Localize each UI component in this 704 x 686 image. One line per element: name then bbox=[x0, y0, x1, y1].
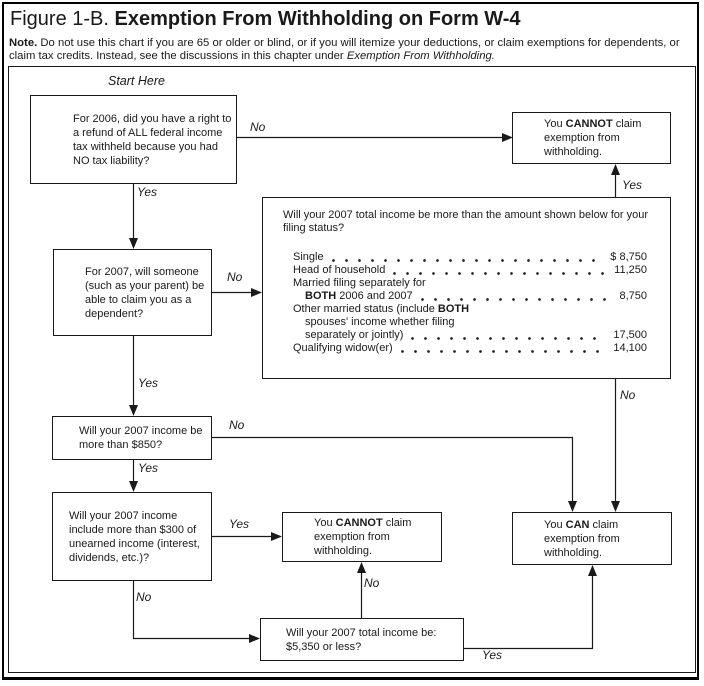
figure-note bbox=[9, 37, 697, 63]
figure-title bbox=[10, 8, 521, 31]
label-refund-no: No bbox=[250, 120, 266, 134]
income-table-row bbox=[293, 329, 647, 342]
node-over850-text: Will your 2007 income be more than $850? bbox=[79, 425, 203, 451]
income-table-row bbox=[293, 290, 647, 303]
label-refund-yes: Yes bbox=[137, 185, 158, 199]
label-total5350-no: No bbox=[364, 576, 380, 590]
filing-status-label: BOTH 2006 and 2007 bbox=[305, 290, 413, 302]
cannot-mid-bold: CANNOT bbox=[335, 517, 383, 529]
cannot-top-post: claim exemption from withholding. bbox=[544, 118, 642, 158]
label-dependent-no: No bbox=[227, 270, 243, 284]
label-unearned-yes: Yes bbox=[229, 517, 250, 531]
node-can-claim bbox=[512, 512, 672, 565]
note-label: Note. bbox=[9, 37, 38, 49]
node-total5350-text: Will your 2007 total income be: $5,350 or less? bbox=[286, 626, 437, 653]
figure-label: Figure 1-B. bbox=[10, 8, 109, 30]
amount-value: 17,500 bbox=[613, 329, 647, 341]
income-table-row bbox=[293, 316, 647, 329]
income-table-row bbox=[293, 342, 647, 355]
can-pre: You bbox=[544, 518, 566, 531]
node-dependent-question bbox=[53, 249, 212, 336]
cannot-top-bold: CANNOT bbox=[565, 118, 613, 130]
label-over850-no: No bbox=[229, 418, 245, 432]
node-income-threshold-box bbox=[262, 197, 671, 379]
dot-leader bbox=[332, 259, 603, 262]
note-body: Do not use this chart if you are 65 or older or blind, or if you will itemize your deductions, or claim exemptions for dependents, or claim tax credits. Instead, see the discussions in this chapter under bbox=[9, 37, 680, 62]
node-refund-text: For 2006, did you have a right to a refund of ALL federal income tax withheld because you had NO tax liability? bbox=[73, 112, 232, 167]
can-bold: CAN bbox=[565, 518, 590, 531]
node-cannot-mid-text bbox=[314, 516, 437, 558]
filing-status-label: Other married status (include BOTH bbox=[293, 303, 470, 315]
income-question: Will your 2007 total income be more than the amount shown below for your filing status? bbox=[283, 209, 649, 234]
node-can-text bbox=[544, 518, 667, 560]
dot-leader bbox=[421, 298, 612, 301]
node-dependent-text: For 2007, will someone (such as your parent) be able to claim you as a dependent? bbox=[85, 265, 205, 320]
amount-value: 11,250 bbox=[614, 264, 647, 276]
filing-status-label: Single bbox=[293, 251, 324, 263]
node-unearned-text: Will your 2007 income include more than $300 of unearned income (interest, dividends, etc.)? bbox=[69, 509, 200, 564]
figure-title-text: Exemption From Withholding on Form W-4 bbox=[108, 8, 521, 30]
node-cannot-claim-top bbox=[512, 112, 671, 164]
amount-value: 14,100 bbox=[613, 342, 647, 354]
label-total5350-yes: Yes bbox=[482, 648, 503, 662]
income-table-row bbox=[293, 251, 647, 264]
amount-value: 8,750 bbox=[619, 290, 647, 302]
dot-leader bbox=[393, 272, 606, 275]
dot-leader bbox=[411, 337, 605, 340]
cannot-top-pre: You bbox=[544, 118, 566, 130]
start-here-label: Start Here bbox=[108, 74, 165, 88]
filing-status-label: Married filing separately for bbox=[293, 277, 426, 289]
cannot-mid-pre: You bbox=[314, 517, 336, 529]
can-post: claim exemption from withholding. bbox=[544, 518, 620, 559]
label-over850-yes: Yes bbox=[138, 461, 159, 475]
node-unearned-question bbox=[52, 492, 212, 581]
label-dependent-yes: Yes bbox=[138, 376, 159, 390]
label-income-no: No bbox=[620, 388, 636, 402]
node-over850-question bbox=[52, 416, 212, 460]
income-table-row bbox=[293, 264, 647, 277]
node-cannot-claim-mid bbox=[282, 512, 442, 562]
filing-status-label: Qualifying widow(er) bbox=[293, 342, 393, 354]
amount-value: $ 8,750 bbox=[610, 251, 647, 263]
dot-leader bbox=[401, 350, 606, 353]
filing-status-label: separately or jointly) bbox=[305, 329, 404, 341]
income-table-row bbox=[293, 277, 647, 290]
node-cannot-top-text bbox=[544, 117, 666, 159]
label-unearned-no: No bbox=[136, 590, 152, 604]
node-total5350-question bbox=[260, 618, 464, 661]
note-emphasis: Exemption From Withholding. bbox=[346, 50, 495, 62]
filing-status-label: spouses' income whether filing bbox=[305, 316, 455, 328]
node-refund-question bbox=[30, 95, 237, 184]
filing-status-label: Head of household bbox=[293, 264, 386, 276]
income-table-rows bbox=[293, 251, 647, 355]
income-table-row bbox=[293, 303, 647, 316]
label-income-yes: Yes bbox=[622, 178, 643, 192]
cannot-mid-post: claim exemption from withholding. bbox=[314, 517, 412, 557]
